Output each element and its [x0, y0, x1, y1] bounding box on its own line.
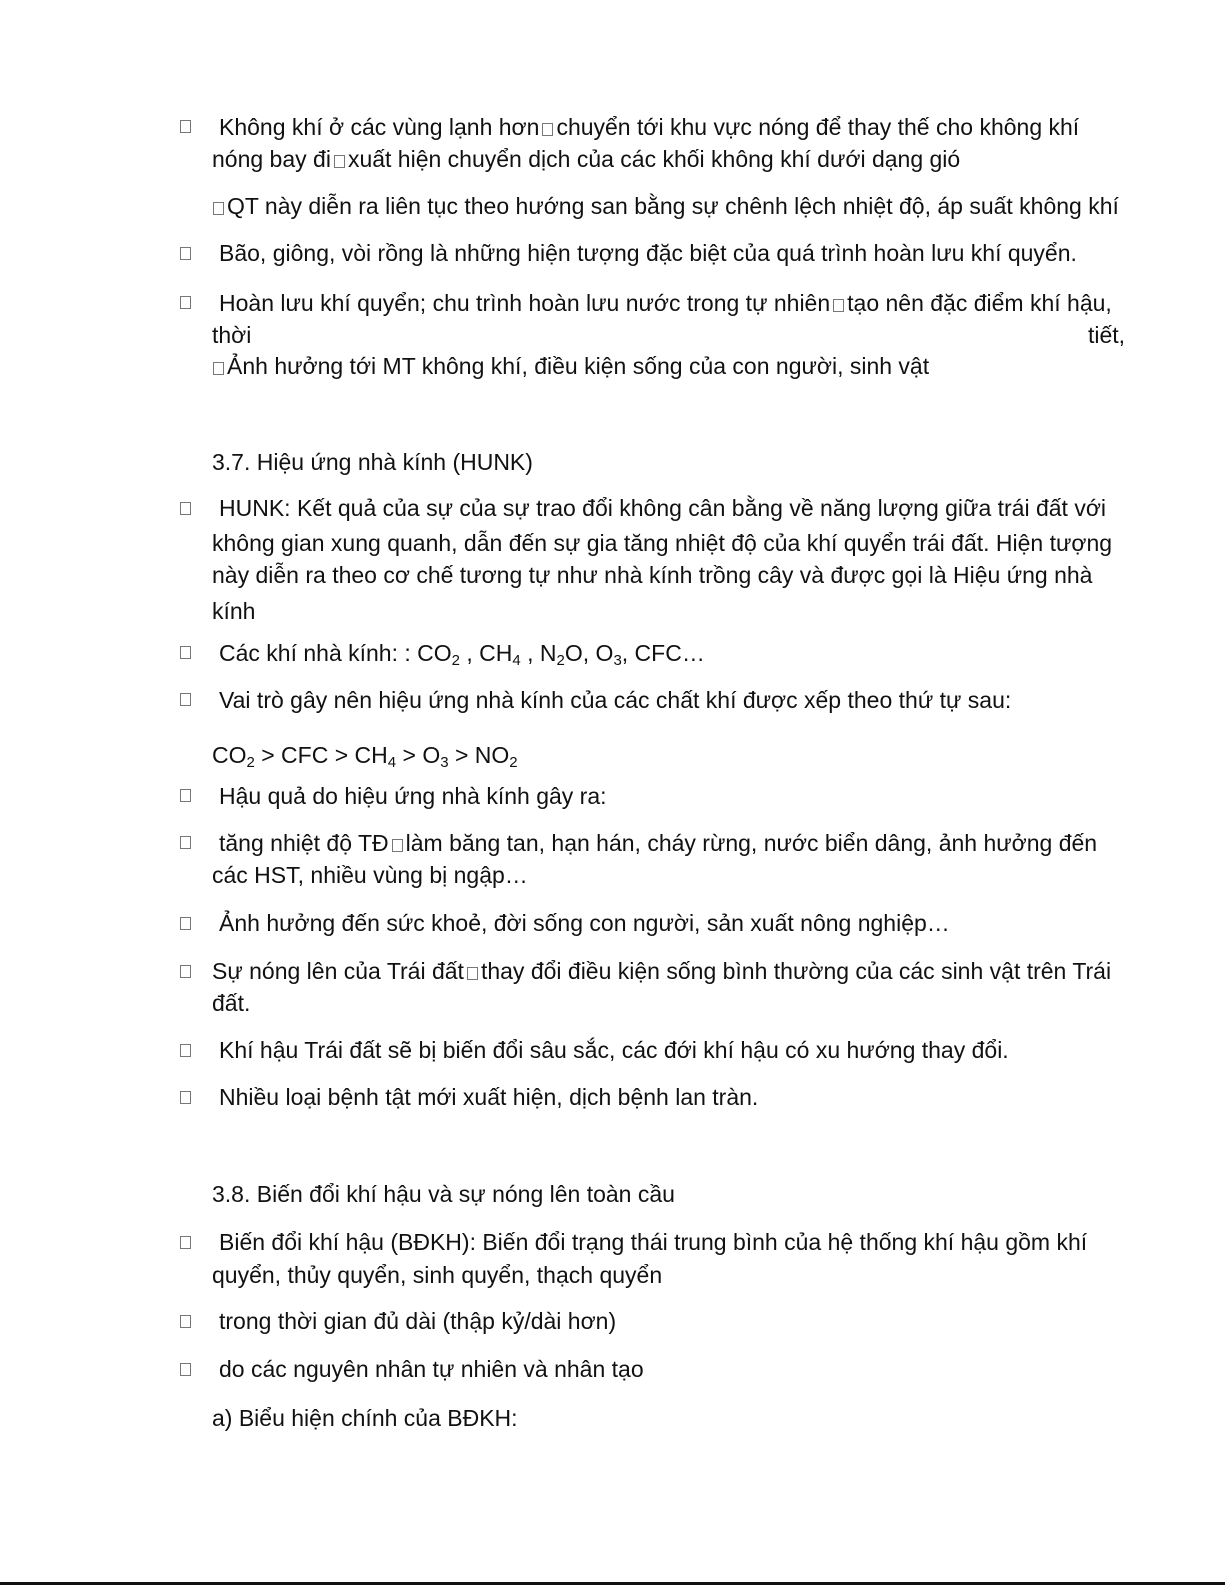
paragraph-line: Nhiều loại bệnh tật mới xuất hiện, dịch bệnh lan tràn. — [219, 1084, 759, 1110]
bullet-box-icon — [180, 502, 191, 515]
paragraph-line: không gian xung quanh, dẫn đến sự gia tăng nhiệt độ của khí quyển trái đất. Hiện tượng — [212, 530, 1113, 556]
paragraph-line: Hoàn lưu khí quyển; chu trình hoàn lưu nước trong tự nhiên tạo nên đặc điểm khí hậu, — [219, 290, 1112, 316]
paragraph-line: HUNK: Kết quả của sự của sự trao đổi không cân bằng về năng lượng giữa trái đất với — [219, 495, 1107, 521]
arrow-box-icon — [542, 123, 553, 136]
paragraph-line: QT này diễn ra liên tục theo hướng san bằng sự chênh lệch nhiệt độ, áp suất không khí — [213, 192, 1119, 220]
paragraph-line: Không khí ở các vùng lạnh hơn chuyển tới khu vực nóng để thay thế cho không khí — [219, 114, 1080, 140]
bullet-box-icon — [180, 1315, 191, 1328]
paragraph-line: thời — [212, 322, 252, 348]
paragraph-line: kính — [212, 598, 256, 624]
section-heading: 3.8. Biến đổi khí hậu và sự nóng lên toàn cầu — [212, 1181, 675, 1207]
section-heading: 3.7. Hiệu ứng nhà kính (HUNK) — [212, 449, 533, 475]
bullet-box-icon — [180, 917, 191, 930]
bullet-box-icon — [180, 693, 191, 706]
arrow-box-icon — [392, 839, 403, 852]
paragraph-line: Hậu quả do hiệu ứng nhà kính gây ra: — [219, 783, 607, 809]
arrow-box-icon — [334, 155, 345, 168]
paragraph-line: Bão, giông, vòi rồng là những hiện tượng đặc biệt của quá trình hoàn lưu khí quyển. — [219, 240, 1077, 266]
paragraph-line: các HST, nhiều vùng bị ngập… — [212, 862, 528, 888]
paragraph-line: tiết, — [1088, 322, 1126, 348]
paragraph-line: đất. — [212, 990, 251, 1016]
paragraph-line: Ảnh hưởng đến sức khoẻ, đời sống con người, sản xuất nông nghiệp… — [219, 910, 950, 936]
bullet-box-icon — [180, 1363, 191, 1376]
bullet-box-icon — [180, 1044, 191, 1057]
paragraph-line: nóng bay đi xuất hiện chuyển dịch của các khối không khí dưới dạng gió — [212, 146, 961, 172]
bullet-box-icon — [180, 836, 191, 849]
arrow-box-icon — [467, 967, 478, 980]
subsection-heading: a) Biểu hiện chính của BĐKH: — [212, 1405, 518, 1431]
bullet-box-icon — [180, 1091, 191, 1104]
paragraph-line: Ảnh hưởng tới MT không khí, điều kiện sống của con người, sinh vật — [213, 352, 929, 380]
paragraph-line: Sự nóng lên của Trái đất thay đổi điều kiện sống bình thường của các sinh vật trên Trái — [212, 958, 1112, 984]
paragraph-line: quyển, thủy quyển, sinh quyển, thạch quyển — [212, 1262, 663, 1288]
paragraph-line: tăng nhiệt độ TĐ làm băng tan, hạn hán, cháy rừng, nước biển dâng, ảnh hưởng đến — [219, 830, 1098, 856]
arrow-box-icon — [213, 362, 224, 375]
bullet-box-icon — [180, 646, 191, 659]
bullet-box-icon — [180, 120, 191, 133]
paragraph-line: Biến đổi khí hậu (BĐKH): Biến đổi trạng thái trung bình của hệ thống khí hậu gồm khí — [219, 1229, 1088, 1255]
arrow-box-icon — [213, 202, 224, 215]
paragraph-line: Vai trò gây nên hiệu ứng nhà kính của các chất khí được xếp theo thứ tự sau: — [219, 687, 1012, 713]
bullet-box-icon — [180, 247, 191, 260]
paragraph-line: này diễn ra theo cơ chế tương tự như nhà kính trồng cây và được gọi là Hiệu ứng nhà — [212, 562, 1093, 588]
bullet-box-icon — [180, 789, 191, 802]
paragraph-line: $CO_2$ > CFC > $CH_4 > O_3 > NO_2$ — [212, 742, 518, 771]
paragraph-line: Khí hậu Trái đất sẽ bị biến đổi sâu sắc, các đới khí hậu có xu hướng thay đổi. — [219, 1037, 1009, 1063]
paragraph-line: trong thời gian đủ dài (thập kỷ/dài hơn) — [219, 1308, 617, 1334]
paragraph-line: do các nguyên nhân tự nhiên và nhân tạo — [219, 1356, 644, 1382]
bullet-box-icon — [180, 296, 191, 309]
bullet-box-icon — [180, 1236, 191, 1249]
paragraph-line: Các khí nhà kính: : $CO_2$ , $CH_4$ , $N_2O$, $O_3$, CFC… — [219, 640, 705, 669]
arrow-box-icon — [833, 299, 844, 312]
bullet-box-icon — [180, 965, 191, 978]
